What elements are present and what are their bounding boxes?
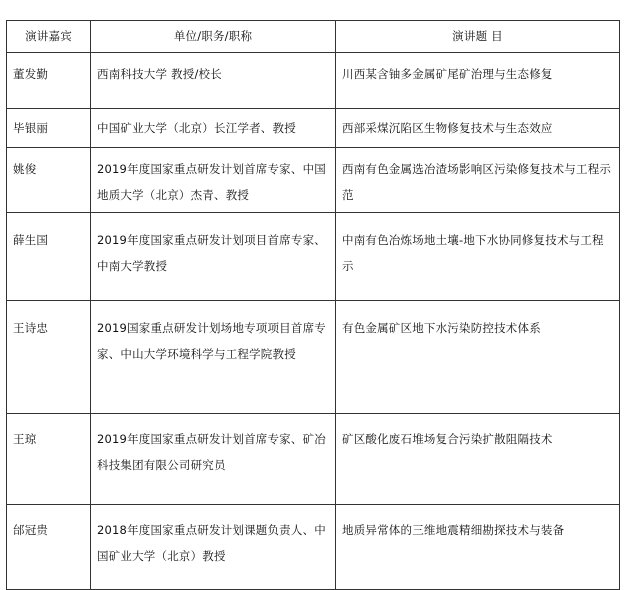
speaker-name: 薛生国 [7, 213, 91, 301]
speaker-affiliation: 2019年度国家重点研发计划首席专家、中国地质大学（北京）杰青、教授 [91, 148, 336, 213]
speaker-affiliation: 2019国家重点研发计划场地专项项目首席专家、中山大学环境科学与工程学院教授 [91, 301, 336, 414]
speech-topic: 中南有色冶炼场地土壤-地下水协同修复技术与工程示 [336, 213, 620, 301]
table-row [7, 53, 620, 109]
table-row [7, 505, 620, 590]
speaker-name: 王诗忠 [7, 301, 91, 414]
table-row [7, 148, 620, 213]
speaker-affiliation: 2018年度国家重点研发计划课题负责人、中国矿业大学（北京）教授 [91, 505, 336, 590]
table-row [7, 213, 620, 301]
table-header-row [7, 21, 620, 53]
speaker-name: 邰冠贵 [7, 505, 91, 590]
speaker-affiliation: 西南科技大学 教授/校长 [91, 53, 336, 109]
speech-topic: 有色金属矿区地下水污染防控技术体系 [336, 301, 620, 414]
table-row [7, 109, 620, 148]
table-row [7, 414, 620, 505]
speaker-affiliation: 2019年度国家重点研发计划首席专家、矿冶科技集团有限公司研究员 [91, 414, 336, 505]
speaker-table [6, 20, 620, 590]
speaker-name: 董发勤 [7, 53, 91, 109]
speech-topic: 西部采煤沉陷区生物修复技术与生态效应 [336, 109, 620, 148]
header-affiliation: 单位/职务/职称 [91, 21, 336, 53]
header-topic: 演讲题 目 [336, 21, 620, 53]
table-row [7, 301, 620, 414]
speech-topic: 矿区酸化废石堆场复合污染扩散阻隔技术 [336, 414, 620, 505]
speaker-name: 毕银丽 [7, 109, 91, 148]
speech-topic: 西南有色金属选冶渣场影响区污染修复技术与工程示范 [336, 148, 620, 213]
speech-topic: 川西某含铀多金属矿尾矿治理与生态修复 [336, 53, 620, 109]
header-speaker: 演讲嘉宾 [7, 21, 91, 53]
speaker-affiliation: 2019年度国家重点研发计划项目首席专家、中南大学教授 [91, 213, 336, 301]
speaker-name: 王琼 [7, 414, 91, 505]
speech-topic: 地质异常体的三维地震精细勘探技术与装备 [336, 505, 620, 590]
speaker-affiliation: 中国矿业大学（北京）长江学者、教授 [91, 109, 336, 148]
speaker-name: 姚俊 [7, 148, 91, 213]
